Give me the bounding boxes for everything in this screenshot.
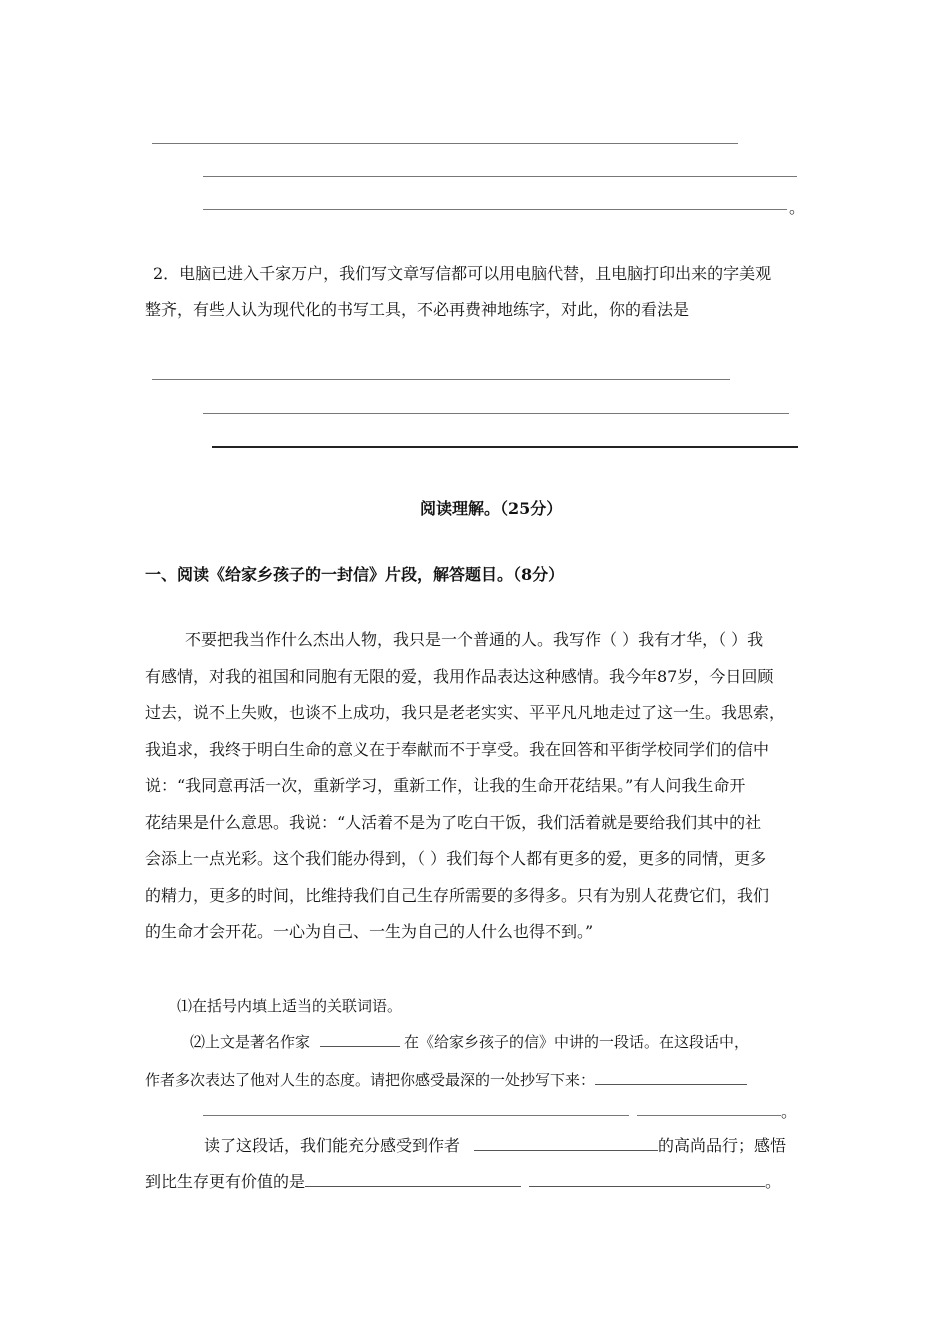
answer-line-3[interactable]	[203, 209, 787, 210]
q2-line-2: 作者多次表达了他对人生的态度。请把你感受最深的一处抄写下来：	[145, 1071, 596, 1089]
answer-line-6[interactable]	[212, 446, 798, 448]
q2-text-line-1: 2．电脑已进入千家万户，我们写文章写信都可以用电脑代替，且电脑打印出来的字美观	[153, 264, 772, 283]
passage-line: 我追求，我终于明白生命的意义在于奉献而不于享受。我在回答和平街学校同学们的信中	[145, 739, 770, 759]
passage-line: 花结果是什么意思。我说：“人活着不是为了吃白干饭，我们活着就是要给我们其中的社	[145, 812, 762, 832]
passage-line: 说：“我同意再活一次，重新学习，重新工作，让我的生命开花结果。”有人问我生命开	[145, 776, 746, 795]
quote-blank-3[interactable]	[637, 1115, 781, 1116]
quote-blank-1[interactable]	[595, 1068, 747, 1085]
reading-heading: 阅读理解。（25分）	[420, 499, 563, 518]
answer-line-5[interactable]	[203, 413, 789, 414]
passage-line: 会添上一点光彩。这个我们能办得到，（ ）我们每个人都有更多的爱，更多的同情，更多	[145, 849, 767, 868]
passage-line: 的精力，更多的时间，比维持我们自己生存所需要的多得多。只有为别人花费它们，我们	[145, 885, 770, 905]
question-2-line-1	[190, 1030, 749, 1052]
question-3-line-2	[145, 1170, 781, 1192]
passage-line: 的生命才会开花。一心为自己、一生为自己的人什么也得不到。”	[145, 922, 594, 941]
value-blank-2[interactable]	[529, 1170, 765, 1187]
passage	[145, 622, 785, 951]
q3-middle: 的高尚品行；感悟	[658, 1136, 787, 1155]
answer-line-1[interactable]	[152, 143, 738, 144]
author-blank[interactable]	[320, 1030, 400, 1047]
answer-line-2[interactable]	[203, 176, 797, 177]
quote-blank-2[interactable]	[203, 1115, 629, 1116]
quote-end-period: 。	[781, 1102, 798, 1121]
passage-line: 有感情，对我的祖国和同胞有无限的爱，我用作品表达这种感情。我今年87岁，今日回顾	[145, 666, 774, 686]
answer-line-4[interactable]	[152, 379, 730, 380]
part1-title: 一、阅读《给家乡孩子的一封信》片段，解答题目。（8分）	[145, 565, 565, 584]
question-1: ⑴在括号内填上适当的关联词语。	[177, 997, 403, 1015]
passage-line: 不要把我当作什么杰出人物，我只是一个普通的人。我写作（ ）我有才华，（ ）我	[185, 630, 764, 649]
passage-line: 过去，说不上失败，也谈不上成功，我只是老老实实、平平凡凡地走过了这一生。我思索，	[145, 703, 786, 722]
question-2-line-2	[145, 1068, 747, 1090]
q3-prefix: 读了这段话，我们能充分感受到作者	[204, 1136, 461, 1155]
q3-end-period: 。	[765, 1172, 782, 1191]
q2-prefix: ⑵上文是著名作家	[190, 1033, 311, 1051]
answer-end-period: 。	[789, 198, 806, 217]
question-3-line-1	[204, 1134, 786, 1156]
q2-middle: 在《给家乡孩子的信》中讲的一段话。在这段话中，	[404, 1033, 750, 1051]
q3-line-2: 到比生存更有价值的是	[145, 1172, 306, 1191]
quality-blank[interactable]	[474, 1134, 658, 1151]
q2-text-line-2: 整齐，有些人认为现代化的书写工具，不必再费神地练字，对此，你的看法是	[145, 300, 690, 319]
value-blank-1[interactable]	[305, 1170, 521, 1187]
